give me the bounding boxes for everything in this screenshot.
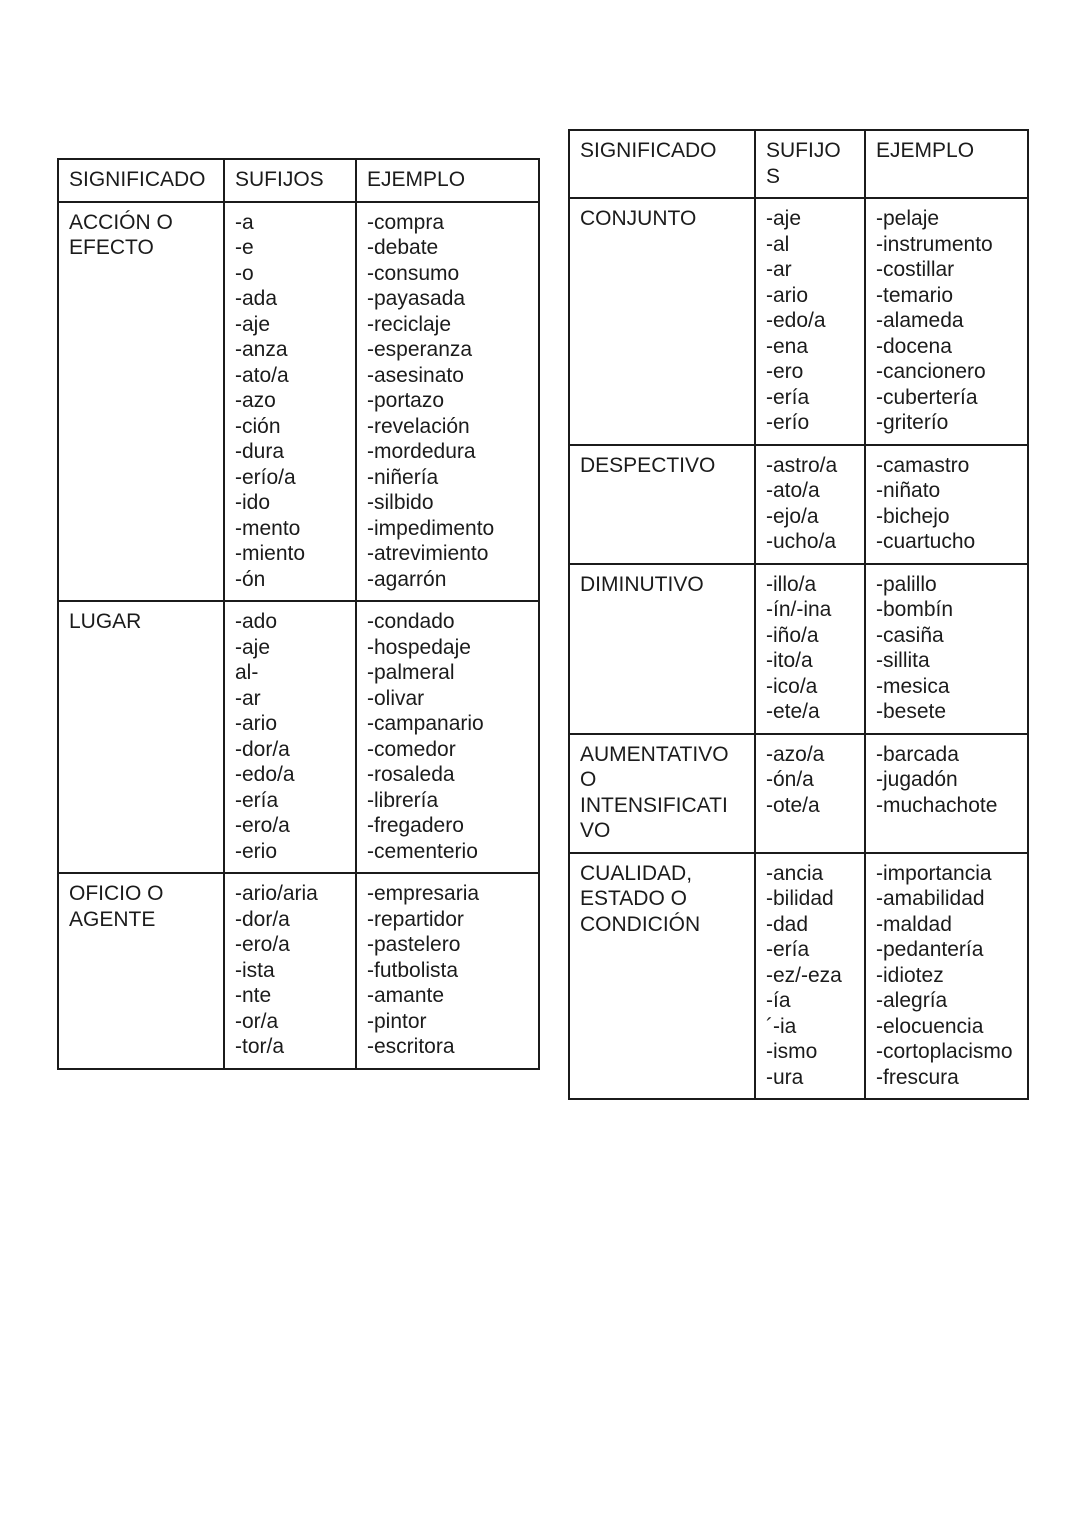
- cell-ejemplo: -compra -debate -consumo -payasada -reciclaje -esperanza -asesinato -portazo -revelación -mordedura -niñería -silbido -impedimento -atrevimiento -agarrón: [356, 202, 539, 602]
- cell-sufijos: -azo/a -ón/a -ote/a: [755, 734, 865, 853]
- table-row-accion-o-efecto: [58, 202, 539, 602]
- header-row: [569, 130, 1028, 198]
- column-header-sufijos: SUFIJOS: [224, 159, 356, 202]
- cell-sufijos: -ario/aria -dor/a -ero/a -ista -nte -or/a -tor/a: [224, 873, 356, 1069]
- header-row: [58, 159, 539, 202]
- table-row-conjunto: [569, 198, 1028, 445]
- column-header-ejemplo: EJEMPLO: [865, 130, 1028, 198]
- table-row-lugar: [58, 601, 539, 873]
- cell-significado: ACCIÓN O EFECTO: [58, 202, 224, 602]
- cell-significado: DIMINUTIVO: [569, 564, 755, 734]
- column-header-significado: SIGNIFICADO: [569, 130, 755, 198]
- cell-ejemplo: -barcada -jugadón -muchachote: [865, 734, 1028, 853]
- cell-sufijos: -a -e -o -ada -aje -anza -ato/a -azo -ción -dura -erío/a -ido -mento -miento -ón: [224, 202, 356, 602]
- cell-ejemplo: -palillo -bombín -casiña -sillita -mesica -besete: [865, 564, 1028, 734]
- cell-sufijos: -aje -al -ar -ario -edo/a -ena -ero -ería -erío: [755, 198, 865, 445]
- suffix-table-right: [568, 129, 1029, 1100]
- cell-ejemplo: -importancia -amabilidad -maldad -pedantería -idiotez -alegría -elocuencia -cortoplacismo -frescura: [865, 853, 1028, 1100]
- cell-ejemplo: -camastro -niñato -bichejo -cuartucho: [865, 445, 1028, 564]
- table-row-despectivo: [569, 445, 1028, 564]
- cell-ejemplo: -condado -hospedaje -palmeral -olivar -campanario -comedor -rosaleda -librería -fregadero -cementerio: [356, 601, 539, 873]
- table-row-oficio-o-agente: [58, 873, 539, 1069]
- column-header-ejemplo: EJEMPLO: [356, 159, 539, 202]
- column-header-sufijos: SUFIJO S: [755, 130, 865, 198]
- cell-significado: LUGAR: [58, 601, 224, 873]
- cell-ejemplo: -empresaria -repartidor -pastelero -futbolista -amante -pintor -escritora: [356, 873, 539, 1069]
- cell-ejemplo: -pelaje -instrumento -costillar -temario -alameda -docena -cancionero -cubertería -griterío: [865, 198, 1028, 445]
- column-header-significado: SIGNIFICADO: [58, 159, 224, 202]
- cell-significado: AUMENTATIVO O INTENSIFICATI VO: [569, 734, 755, 853]
- table-row-diminutivo: [569, 564, 1028, 734]
- cell-significado: DESPECTIVO: [569, 445, 755, 564]
- cell-sufijos: -illo/a -ín/-ina -iño/a -ito/a -ico/a -ete/a: [755, 564, 865, 734]
- cell-significado: CONJUNTO: [569, 198, 755, 445]
- cell-sufijos: -astro/a -ato/a -ejo/a -ucho/a: [755, 445, 865, 564]
- table-row-cualidad-estado-o-condicion: [569, 853, 1028, 1100]
- cell-sufijos: -ado -aje al- -ar -ario -dor/a -edo/a -ería -ero/a -erio: [224, 601, 356, 873]
- table-row-aumentativo-o-intensificativo: [569, 734, 1028, 853]
- cell-significado: CUALIDAD, ESTADO O CONDICIÓN: [569, 853, 755, 1100]
- suffix-table-left: [57, 158, 540, 1070]
- cell-significado: OFICIO O AGENTE: [58, 873, 224, 1069]
- cell-sufijos: -ancia -bilidad -dad -ería -ez/-eza -ía ´-ia -ismo -ura: [755, 853, 865, 1100]
